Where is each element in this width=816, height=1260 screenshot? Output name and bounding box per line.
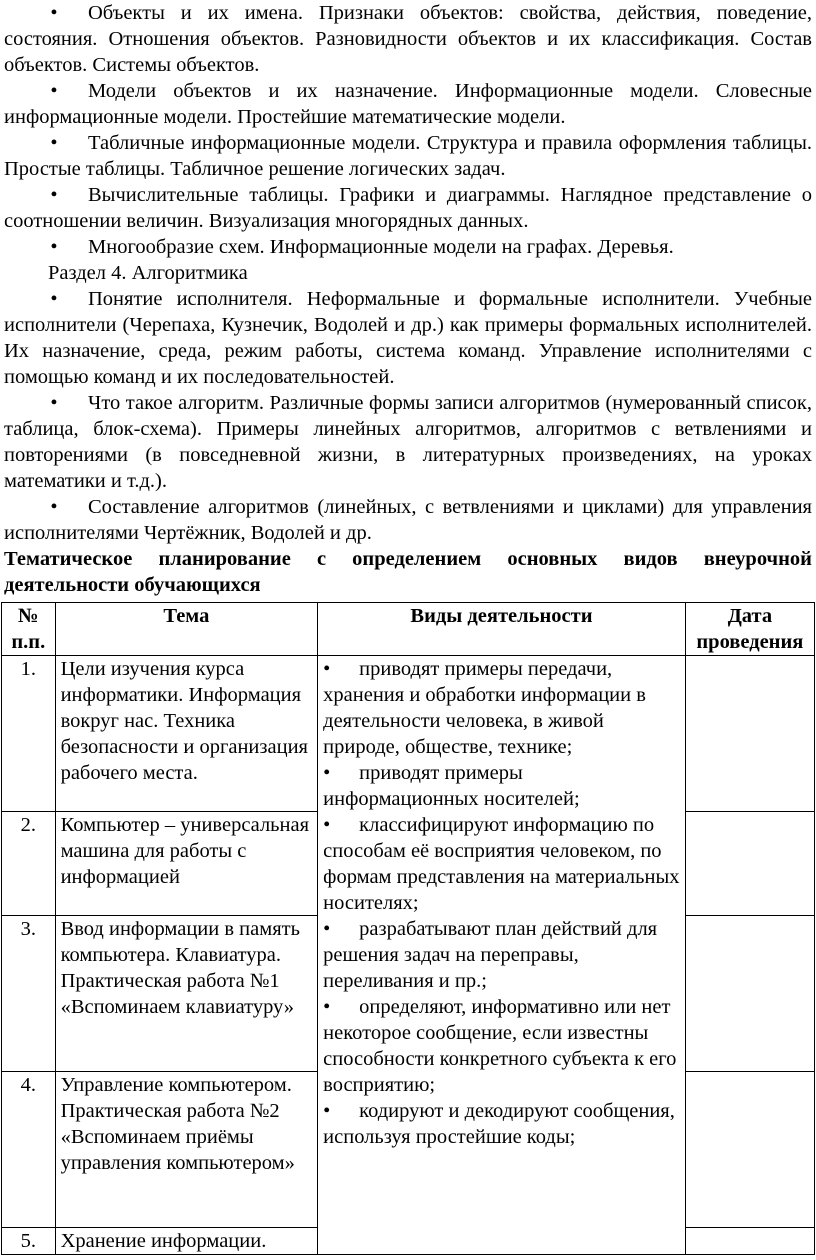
list-item: • Что такое алгоритм. Различные формы записи алгоритмов (нумерованный список, таблица, блок-схема). Примеры линейных алгоритмов, алгоритмов с ветвлениями и повторениями (в повседневной жизни, в литературных произведениях, на уроках математики и т.д.). <box>4 392 812 492</box>
section-title: Раздел 4. Алгоритмика <box>48 262 248 284</box>
list-item: • Многообразие схем. Информационные модели на графах. Деревья. <box>0 234 816 260</box>
bullet-icon: • <box>50 2 58 24</box>
planning-table <box>1 602 815 1255</box>
column-header-number: № п.п. <box>2 603 56 656</box>
bullet-icon: • <box>50 184 58 206</box>
bullet-icon: • <box>50 496 58 518</box>
bullet-icon: • <box>50 288 58 310</box>
row-topic: Ввод информации в память компьютера. Клавиатура. Практическая работа №1 «Вспоминаем клавиатуру» <box>55 916 318 1072</box>
row-topic: Компьютер – универсальная машина для работы с информацией <box>55 812 318 916</box>
row-number: 2. <box>2 812 56 916</box>
column-header-topic: Тема <box>55 603 318 656</box>
bullet-icon: • <box>323 814 331 836</box>
bullet-icon: • <box>50 80 58 102</box>
row-number: 4. <box>2 1072 56 1228</box>
activity-item: • определяют, информативно или нет некоторое сообщение, если известны способности конкретного субъекта к его восприятию; <box>323 996 677 1096</box>
column-header-date: Дата проведения <box>685 603 814 656</box>
bullet-icon: • <box>50 392 58 414</box>
list-item: • Объекты и их имена. Признаки объектов: свойства, действия, поведение, состояния. Отношения объектов. Разновидности объектов и их классификация. Состав объектов. Системы объектов. <box>4 2 812 76</box>
table-row <box>2 656 815 812</box>
column-header-activities: Виды деятельности <box>318 603 686 656</box>
activity-item: • разрабатывают план действий для решения задач на переправы, переливания и пр.; <box>323 918 658 992</box>
bullet-icon: • <box>323 1100 331 1122</box>
row-number: 3. <box>2 916 56 1072</box>
table-header-row <box>2 603 815 656</box>
activity-item: • приводят примеры информационных носителей; <box>323 762 580 810</box>
table-heading: Тематическое планирование с определением основных видов внеурочной деятельности обучающихся <box>4 548 812 596</box>
bullet-icon: • <box>323 996 331 1018</box>
activities-cell <box>318 656 686 1255</box>
bullet-icon: • <box>323 658 331 680</box>
row-date <box>685 656 814 812</box>
activity-item: • классифицируют информацию по способам её восприятия человеком, по формам представления на материальных носителях; <box>323 814 680 914</box>
list-item: • Табличные информационные модели. Структура и правила оформления таблицы. Простые таблицы. Табличное решение логических задач. <box>4 132 812 180</box>
row-number: 1. <box>2 656 56 812</box>
list-item: • Модели объектов и их назначение. Информационные модели. Словесные информационные модели. Простейшие математические модели. <box>4 80 812 128</box>
list-item: • Вычислительные таблицы. Графики и диаграммы. Наглядное представление о соотношении величин. Визуализация многорядных данных. <box>4 184 812 232</box>
list-item: • Понятие исполнителя. Неформальные и формальные исполнители. Учебные исполнители (Черепаха, Кузнечик, Водолей и др.) как примеры формальных исполнителей. Их назначение, среда, режим работы, система команд. Управление исполнителями с помощью команд и их последовательностей. <box>4 288 812 388</box>
list-item: • Составление алгоритмов (линейных, с ветвлениями и циклами) для управления исполнителями Чертёжник, Водолей и др. <box>4 496 812 544</box>
row-topic: Цели изучения курса информатики. Информация вокруг нас. Техника безопасности и организация рабочего места. <box>55 656 318 812</box>
row-date <box>685 812 814 916</box>
row-date <box>685 916 814 1072</box>
bullet-icon: • <box>323 918 331 940</box>
document-page <box>0 0 816 598</box>
bullet-icon: • <box>323 762 331 784</box>
bullet-icon: • <box>50 132 58 154</box>
activity-item: • кодируют и декодируют сообщения, используя простейшие коды; <box>323 1100 675 1148</box>
bullet-icon: • <box>50 236 58 258</box>
activity-item: • приводят примеры передачи, хранения и обработки информации в деятельности человека, в живой природе, обществе, технике; <box>323 658 646 758</box>
row-date <box>685 1072 814 1228</box>
row-date <box>685 1228 814 1255</box>
row-topic: Управление компьютером. Практическая работа №2 «Вспоминаем приёмы управления компьютером» <box>55 1072 318 1228</box>
row-topic: Хранение информации. <box>55 1228 318 1255</box>
row-number: 5. <box>2 1228 56 1255</box>
